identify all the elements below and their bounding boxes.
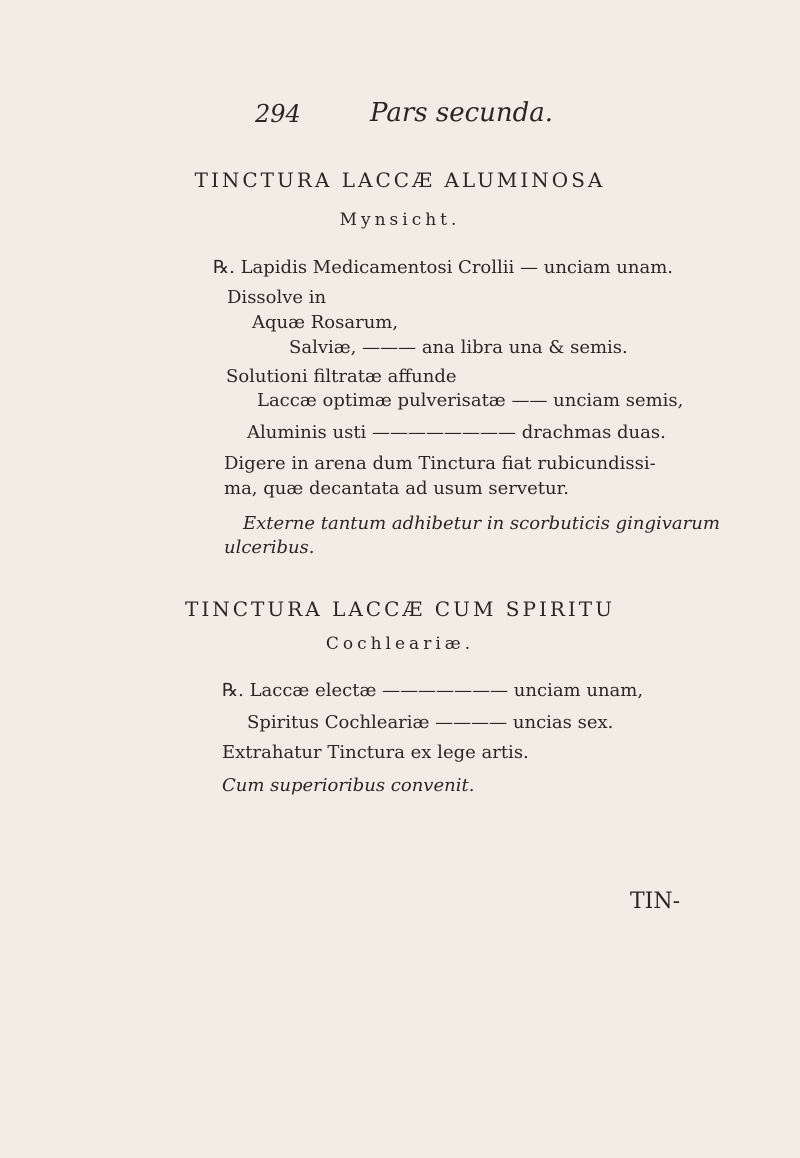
recipe-1-line: Salviæ, ——— ana libra una & semis.	[289, 337, 628, 358]
recipe-1-author: Mynsicht.	[339, 210, 461, 230]
recipe-1-note: Externe tantum adhibetur in scorbuticis gingivarum	[243, 513, 720, 534]
recipe-2-line: Spiritus Cochleariæ ———— uncias sex.	[247, 712, 614, 733]
recipe-1-line: Dissolve in	[227, 287, 327, 308]
recipe-2-note: Cum superioribus convenit.	[222, 775, 475, 796]
recipe-1-line: ℞. Lapidis Medicamentosi Crollii — unciam unam.	[213, 257, 673, 278]
recipe-2-subtitle: Cochleariæ.	[325, 634, 475, 654]
recipe-1-line: Digere in arena dum Tinctura fiat rubicundissi-	[224, 453, 656, 474]
recipe-1-line: Aluminis usti ———————— drachmas duas.	[247, 422, 666, 443]
recipe-1-title: TINCTURA LACCÆ ALUMINOSA	[194, 168, 606, 192]
recipe-1-line: Aquæ Rosarum,	[252, 312, 399, 333]
recipe-1-note: ulceribus.	[224, 537, 315, 558]
recipe-2-line: ℞. Laccæ electæ ——————— unciam unam,	[222, 680, 644, 701]
recipe-1-line: Solutioni filtratæ affunde	[226, 366, 457, 387]
recipe-1-line: Laccæ optimæ pulverisatæ —— unciam semis,	[257, 390, 684, 411]
recipe-2-title: TINCTURA LACCÆ CUM SPIRITU	[184, 597, 615, 621]
recipe-1-line: ma, quæ decantata ad usum servetur.	[224, 478, 569, 499]
catchword: TIN-	[630, 889, 681, 914]
recipe-2-line: Extrahatur Tinctura ex lege artis.	[222, 742, 529, 763]
page-number: 294	[255, 100, 301, 128]
running-head: Pars secunda.	[370, 98, 554, 128]
